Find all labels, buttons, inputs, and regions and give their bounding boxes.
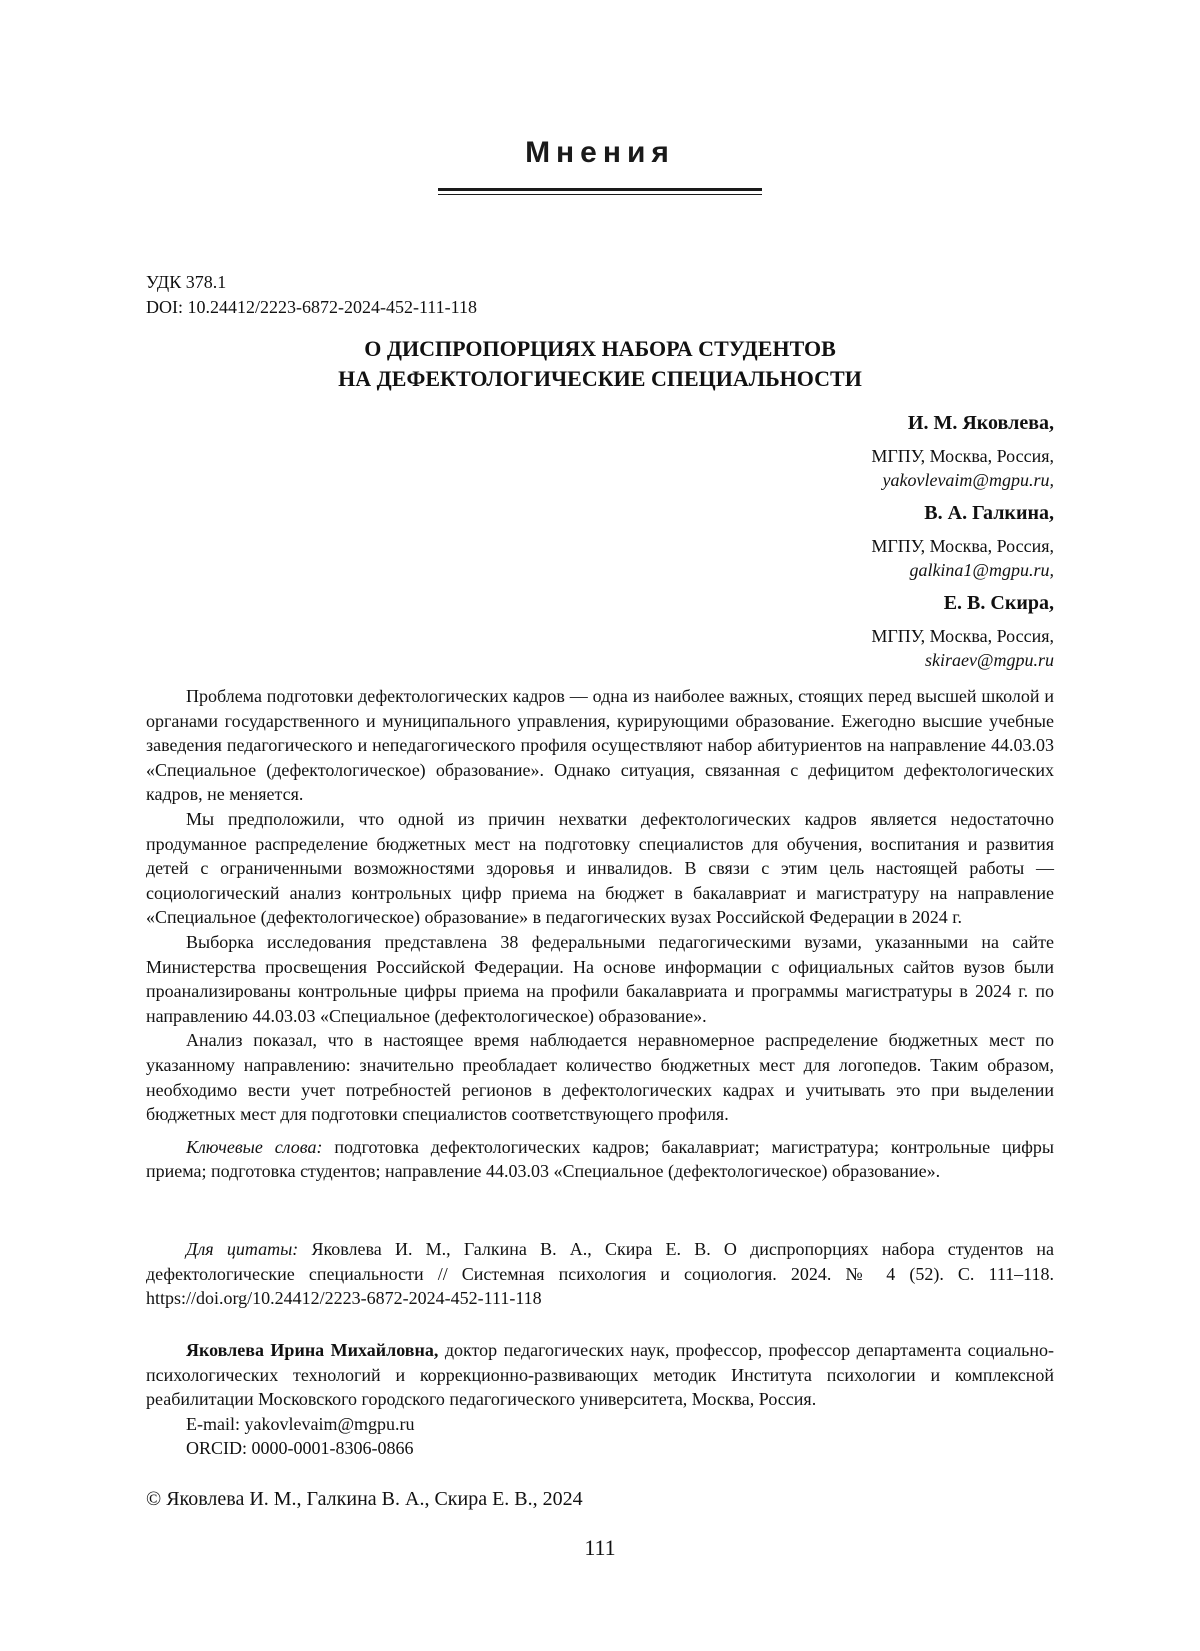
citation-label: Для цитаты: bbox=[186, 1239, 299, 1259]
heading-rule-thin bbox=[438, 194, 762, 195]
doi: DOI: 10.24412/2223-6872-2024-452-111-118 bbox=[146, 297, 477, 317]
abstract-paragraph: Анализ показал, что в настоящее время наблюдается неравномерное распределение бюджетных мест по указанному направлению: значительно преобладает количество бюджетных мест для логопедов. Таким образом, необходимо вести учет потребностей регионов в дефектологических кадрах и учитывать это при выделении бюджетных мест для подготовки специалистов соответствующего профиля. bbox=[146, 1030, 1054, 1125]
title-line-2: НА ДЕФЕКТОЛОГИЧЕСКИЕ СПЕЦИАЛЬНОСТИ bbox=[338, 366, 862, 391]
copyright: © Яковлева И. М., Галкина В. А., Скира Е. В., 2024 bbox=[146, 1488, 583, 1510]
author-affiliation: МГПУ, Москва, Россия, bbox=[871, 536, 1054, 556]
udk-code: УДК 378.1 bbox=[146, 272, 227, 292]
title-line-1: О ДИСПРОПОРЦИЯХ НАБОРА СТУДЕНТОВ bbox=[364, 336, 836, 361]
author-name: В. А. Галкина, bbox=[924, 502, 1054, 524]
keywords bbox=[146, 1135, 1054, 1184]
author-email[interactable]: galkina1@mgpu.ru, bbox=[909, 560, 1054, 580]
bio-paragraph bbox=[146, 1338, 1054, 1412]
article-meta bbox=[146, 270, 477, 320]
bio-orcid: ORCID: 0000-0001-8306-0866 bbox=[186, 1438, 414, 1459]
author-block bbox=[554, 410, 1054, 492]
author-list bbox=[554, 410, 1054, 680]
citation-paragraph bbox=[146, 1237, 1054, 1311]
abstract-paragraph: Мы предположили, что одной из причин нехватки дефектологических кадров является недостаточно продуманное распределение бюджетных мест на подготовку специалистов для обучения, воспитания и развития детей с ограниченными возможностями здоровья и инвалидов. В связи с этим цель настоящей работы — социологический анализ контрольных цифр приема на бюджет в бакалавриат и магистратуру на направление «Специальное (дефектологическое) образование» в педагогических вузах Российской Федерации в 2024 г. bbox=[146, 808, 1054, 928]
author-block bbox=[554, 500, 1054, 582]
bio-text: доктор педагогических наук, профессор, профессор департамента социально-психологических технологий и коррекционно-развивающих методик Института психологии и комплексной реабилитации Московского городского педагогического университета, Москва, Россия. bbox=[146, 1340, 1055, 1410]
author-name: Е. В. Скира, bbox=[943, 592, 1054, 614]
author-email[interactable]: yakovlevaim@mgpu.ru, bbox=[882, 470, 1054, 490]
heading-rule-thick bbox=[438, 188, 762, 191]
bio-name: Яковлева Ирина Михайловна, bbox=[186, 1340, 439, 1360]
section-heading: Мнения bbox=[525, 136, 675, 169]
bio-email[interactable]: E-mail: yakovlevaim@mgpu.ru bbox=[186, 1413, 415, 1434]
author-bio bbox=[146, 1338, 1054, 1461]
citation-text: Яковлева И. М., Галкина В. А., Скира Е. В. О диспропорциях набора студентов на дефектологические специальности // Системная психология и социология. 2024. № 4 (52). С. 111–118. https://doi.org/10.24412/2223-6872-2024-452-111-118 bbox=[146, 1239, 1054, 1309]
keywords-label: Ключевые слова: bbox=[186, 1136, 323, 1157]
keywords-text: подготовка дефектологических кадров; бакалавриат; магистратура; контрольные цифры приема; подготовка студентов; направление 44.03.03 «Специальное (дефектологическое) образование». bbox=[146, 1136, 1054, 1182]
abstract-paragraph: Выборка исследования представлена 38 федеральными педагогическими вузами, указанными на сайте Министерства просвещения Российской Федерации. На основе информации с официальных сайтов вузов были проанализированы контрольные цифры приема на профили бакалавриата и программы магистратуры в 2024 г. по направлению 44.03.03 «Специальное (дефектологическое) образование». bbox=[146, 931, 1054, 1026]
abstract bbox=[146, 684, 1054, 1184]
citation bbox=[146, 1237, 1054, 1311]
author-block bbox=[554, 590, 1054, 672]
article-title bbox=[0, 334, 1200, 394]
abstract-paragraph: Проблема подготовки дефектологических кадров — одна из наиболее важных, стоящих перед высшей школой и органами государственного и муниципального управления, курирующими образование. Ежегодно высшие учебные заведения педагогического и непедагогического профиля осуществляют набор абитуриентов на направление 44.03.03 «Специальное (дефектологическое) образование». Однако ситуация, связанная с дефицитом дефектологических кадров, не меняется. bbox=[146, 686, 1054, 805]
author-email[interactable]: skiraev@mgpu.ru bbox=[924, 650, 1054, 670]
author-affiliation: МГПУ, Москва, Россия, bbox=[871, 446, 1054, 466]
author-affiliation: МГПУ, Москва, Россия, bbox=[871, 626, 1054, 646]
page-number: 111 bbox=[584, 1535, 616, 1560]
author-name: И. М. Яковлева, bbox=[907, 412, 1054, 434]
